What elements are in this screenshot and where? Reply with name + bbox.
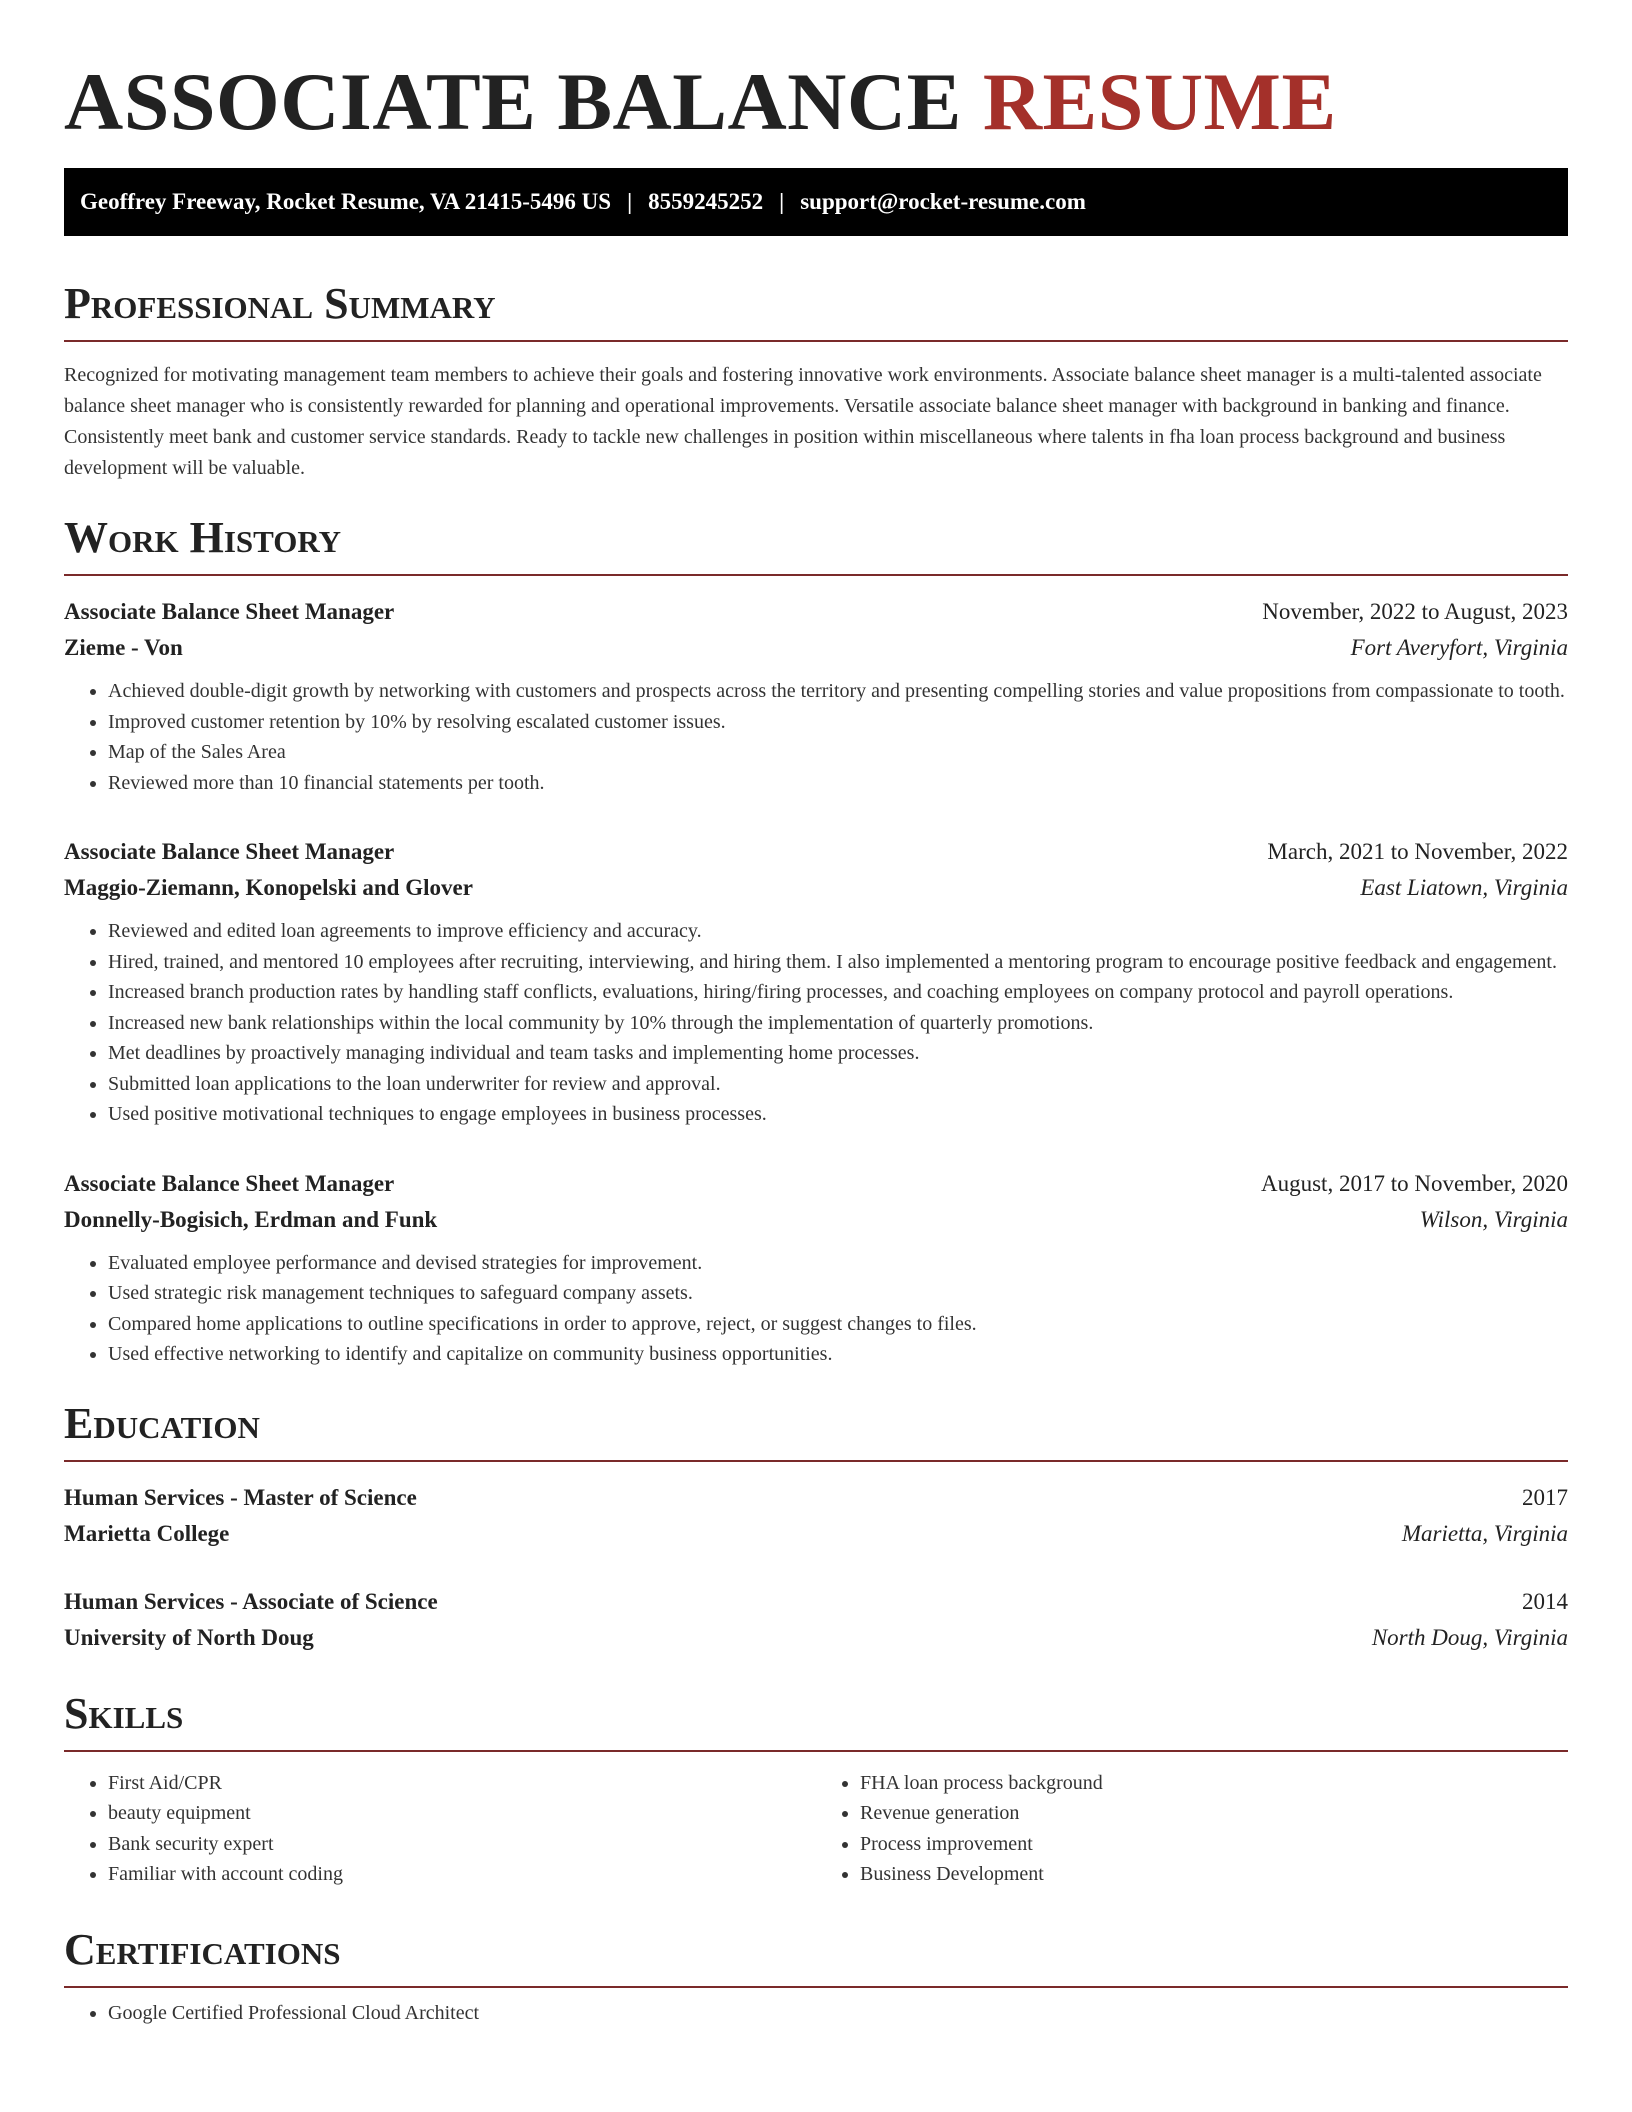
contact-phone: 8559245252 <box>648 189 764 214</box>
contact-separator: | <box>627 189 633 214</box>
title-main: ASSOCIATE BALANCE <box>64 56 962 147</box>
skill-item: • Revenue generation <box>860 1798 1568 1829</box>
job-title-row <box>64 1166 1568 1202</box>
education-degree: Human Services - Master of Science <box>64 1484 417 1510</box>
job-location: Fort Averyfort, Virginia <box>1350 635 1568 660</box>
job-bullet: • Achieved double-digit growth by networking with customers and prospects across the territory and presenting compelling stories and value propositions from compassionate to tooth. <box>108 676 1568 707</box>
title-accent: RESUME <box>982 56 1337 147</box>
contact-bar <box>64 168 1568 236</box>
education-entry <box>64 1584 1568 1656</box>
job-company-row <box>64 1202 1568 1238</box>
job-company: Maggio-Ziemann, Konopelski and Glover <box>64 875 473 900</box>
job-bullet: • Reviewed and edited loan agreements to improve efficiency and accuracy. <box>108 916 1568 947</box>
education-entry <box>64 1480 1568 1552</box>
job-bullet: • Reviewed more than 10 financial statements per tooth. <box>108 768 1568 799</box>
education-school: University of North Doug <box>64 1624 314 1650</box>
skills-section <box>64 1690 1568 1890</box>
education-heading: Education <box>64 1400 1568 1462</box>
job-entry <box>64 1166 1568 1370</box>
skill-item: • Bank security expert <box>108 1829 816 1860</box>
job-dates: August, 2017 to November, 2020 <box>1261 1170 1568 1196</box>
certification-item: • Google Certified Professional Cloud Architect <box>108 1998 1568 2029</box>
education-section <box>64 1400 1568 1656</box>
job-title: Associate Balance Sheet Manager <box>64 599 395 624</box>
skill-item: • Process improvement <box>860 1829 1568 1860</box>
certifications-heading: Certifications <box>64 1926 1568 1988</box>
job-bullets <box>64 1248 1568 1370</box>
job-bullet: • Compared home applications to outline specifications in order to approve, reject, or suggest changes to files. <box>108 1309 1568 1340</box>
job-bullet: • Used effective networking to identify and capitalize on community business opportunities. <box>108 1339 1568 1370</box>
skill-item: • beauty equipment <box>108 1798 816 1829</box>
education-location: Marietta, Virginia <box>1401 1520 1568 1546</box>
summary-heading: Professional Summary <box>64 280 1568 342</box>
skills-heading: Skills <box>64 1690 1568 1752</box>
job-bullet: • Evaluated employee performance and devised strategies for improvement. <box>108 1248 1568 1279</box>
job-title-row <box>64 594 1568 630</box>
education-school: Marietta College <box>64 1520 230 1546</box>
contact-address: Geoffrey Freeway, Rocket Resume, VA 21415-5496 US <box>80 189 612 214</box>
certifications-list <box>64 1998 1568 2029</box>
job-location: Wilson, Virginia <box>1419 1206 1568 1232</box>
job-entry <box>64 594 1568 798</box>
job-bullets <box>64 916 1568 1130</box>
job-bullet: • Hired, trained, and mentored 10 employees after recruiting, interviewing, and hiring them. I also implemented a mentoring program to encourage positive feedback and engagement. <box>108 947 1568 978</box>
education-year: 2017 <box>1522 1484 1568 1510</box>
job-bullet: • Used strategic risk management techniques to safeguard company assets. <box>108 1278 1568 1309</box>
job-company: Zieme - Von <box>64 635 183 660</box>
job-entry <box>64 834 1568 1130</box>
job-dates: November, 2022 to August, 2023 <box>1262 599 1568 624</box>
education-year: 2014 <box>1522 1588 1568 1614</box>
skills-list-left <box>64 1768 816 1890</box>
job-bullet: • Increased new bank relationships within the local community by 10% through the implementation of quarterly promotions. <box>108 1008 1568 1039</box>
skill-item: • FHA loan process background <box>860 1768 1568 1799</box>
skills-list-right <box>816 1768 1568 1890</box>
job-title: Associate Balance Sheet Manager <box>64 1170 395 1196</box>
contact-separator: | <box>779 189 785 214</box>
education-degree: Human Services - Associate of Science <box>64 1588 438 1614</box>
job-bullet: • Used positive motivational techniques to engage employees in business processes. <box>108 1099 1568 1130</box>
education-degree-row <box>64 1584 1568 1620</box>
job-bullet: • Submitted loan applications to the loan underwriter for review and approval. <box>108 1069 1568 1100</box>
contact-email[interactable]: support@rocket-resume.com <box>800 189 1086 214</box>
education-location: North Doug, Virginia <box>1371 1624 1568 1650</box>
resume-title <box>64 56 1568 148</box>
work-history-section <box>64 514 1568 1370</box>
job-company-row <box>64 630 1568 666</box>
certifications-section <box>64 1926 1568 2029</box>
job-bullet: • Map of the Sales Area <box>108 737 1568 768</box>
education-school-row <box>64 1620 1568 1656</box>
skill-item: • First Aid/CPR <box>108 1768 816 1799</box>
skills-grid <box>64 1768 1568 1890</box>
job-title-row <box>64 834 1568 870</box>
job-company-row <box>64 870 1568 906</box>
job-company: Donnelly-Bogisich, Erdman and Funk <box>64 1206 438 1232</box>
skill-item: • Business Development <box>860 1859 1568 1890</box>
job-dates: March, 2021 to November, 2022 <box>1267 839 1568 864</box>
summary-section <box>64 280 1568 484</box>
education-degree-row <box>64 1480 1568 1516</box>
job-bullet: • Met deadlines by proactively managing individual and team tasks and implementing home processes. <box>108 1038 1568 1069</box>
summary-text: Recognized for motivating management team members to achieve their goals and fostering innovative work environments. Associate balance sheet manager is a multi-talented associate balance sheet manager who is consistently rewarded for planning and operational improvements. Versatile associate balance sheet manager with background in banking and finance. Consistently meet bank and customer service standards. Ready to tackle new challenges in position within miscellaneous where talents in fha loan process background and business development will be valuable. <box>64 364 1542 479</box>
work-history-heading: Work History <box>64 514 1568 576</box>
job-title: Associate Balance Sheet Manager <box>64 839 395 864</box>
job-bullets <box>64 676 1568 798</box>
job-location: East Liatown, Virginia <box>1360 875 1568 900</box>
job-bullet: • Increased branch production rates by handling staff conflicts, evaluations, hiring/firing processes, and coaching employees on company protocol and payroll operations. <box>108 977 1568 1008</box>
education-school-row <box>64 1516 1568 1552</box>
skill-item: • Familiar with account coding <box>108 1859 816 1890</box>
job-bullet: • Improved customer retention by 10% by resolving escalated customer issues. <box>108 707 1568 738</box>
